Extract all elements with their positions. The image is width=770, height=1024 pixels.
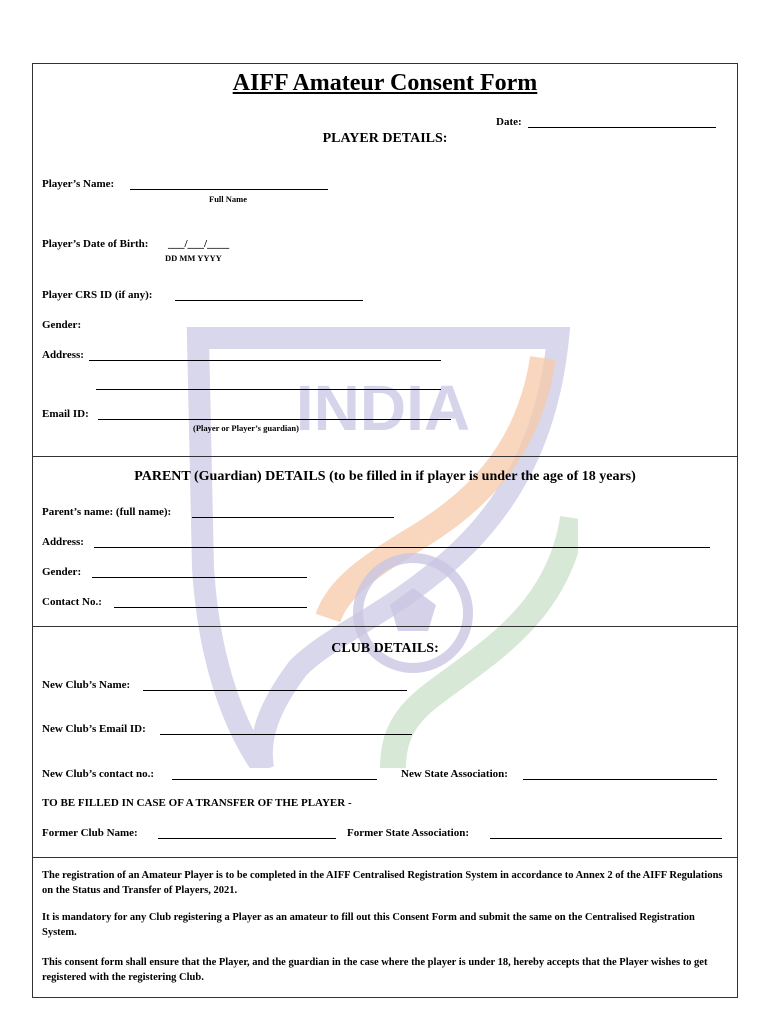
parent-contact-field[interactable] xyxy=(114,607,307,608)
parent-name-field[interactable] xyxy=(192,517,394,518)
club-contact-label: New Club’s contact no.: xyxy=(42,768,155,780)
player-crs-field[interactable] xyxy=(175,300,363,301)
club-name-label: New Club’s Name: xyxy=(42,679,131,691)
form-title: AIFF Amateur Consent Form xyxy=(232,70,538,96)
player-crs-label: Player CRS ID (if any): xyxy=(42,289,153,301)
state-association-field[interactable] xyxy=(523,779,717,780)
player-dob-field[interactable]: ___/___/____ xyxy=(168,238,230,250)
former-club-label: Former Club Name: xyxy=(42,827,138,839)
club-details-heading: CLUB DETAILS: xyxy=(331,641,439,656)
parent-gender-field[interactable] xyxy=(92,577,307,578)
section-divider-1 xyxy=(32,456,738,457)
date-field[interactable] xyxy=(528,127,716,128)
parent-contact-label: Contact No.: xyxy=(42,596,102,608)
player-email-caption: (Player or Player’s guardian) xyxy=(193,423,299,433)
watermark-text: INDIA xyxy=(295,372,471,444)
player-address-field-2[interactable] xyxy=(96,389,441,390)
parent-gender-label: Gender: xyxy=(42,566,82,578)
former-club-field[interactable] xyxy=(158,838,336,839)
player-dob-label: Player’s Date of Birth: xyxy=(42,238,149,250)
player-address-field-1[interactable] xyxy=(89,360,441,361)
player-gender-label: Gender: xyxy=(42,319,82,331)
note-paragraph: It is mandatory for any Club registering a Player as an amateur to fill out this Consent Form and submit the same on the Centralised Registration System. xyxy=(42,912,695,938)
player-name-label: Player’s Name: xyxy=(42,178,115,190)
section-divider-2 xyxy=(32,626,738,627)
player-name-caption: Full Name xyxy=(209,194,248,204)
parent-name-label: Parent’s name: (full name): xyxy=(42,506,172,518)
club-email-label: New Club’s Email ID: xyxy=(42,723,146,735)
player-email-field[interactable] xyxy=(98,419,451,420)
note-paragraph: The registration of an Amateur Player is to be completed in the AIFF Centralised Registration System in accordance to Annex 2 of the AIFF Regulations on the Status and Transfer of Players, 2021. xyxy=(42,870,723,896)
note-paragraph: This consent form shall ensure that the Player, and the guardian in the case where the player is under 18, hereby accepts that the Player wishes to get registered with the registering Club. xyxy=(42,957,708,983)
player-name-field[interactable] xyxy=(130,189,328,190)
parent-address-label: Address: xyxy=(42,536,84,548)
player-dob-caption: DD MM YYYY xyxy=(165,253,222,263)
player-details-heading: PLAYER DETAILS: xyxy=(322,131,448,146)
club-name-field[interactable] xyxy=(143,690,407,691)
club-contact-field[interactable] xyxy=(172,779,377,780)
parent-address-field[interactable] xyxy=(94,547,710,548)
player-email-label: Email ID: xyxy=(42,408,89,420)
former-state-field[interactable] xyxy=(490,838,722,839)
state-association-label: New State Association: xyxy=(401,768,508,780)
player-address-label: Address: xyxy=(42,349,84,361)
date-label: Date: xyxy=(496,116,522,128)
parent-details-heading: PARENT (Guardian) DETAILS (to be filled in if player is under the age of 18 years) xyxy=(134,469,636,484)
section-divider-3 xyxy=(32,857,738,858)
transfer-heading: TO BE FILLED IN CASE OF A TRANSFER OF THE PLAYER - xyxy=(42,797,352,809)
club-email-field[interactable] xyxy=(160,734,412,735)
former-state-label: Former State Association: xyxy=(347,827,469,839)
